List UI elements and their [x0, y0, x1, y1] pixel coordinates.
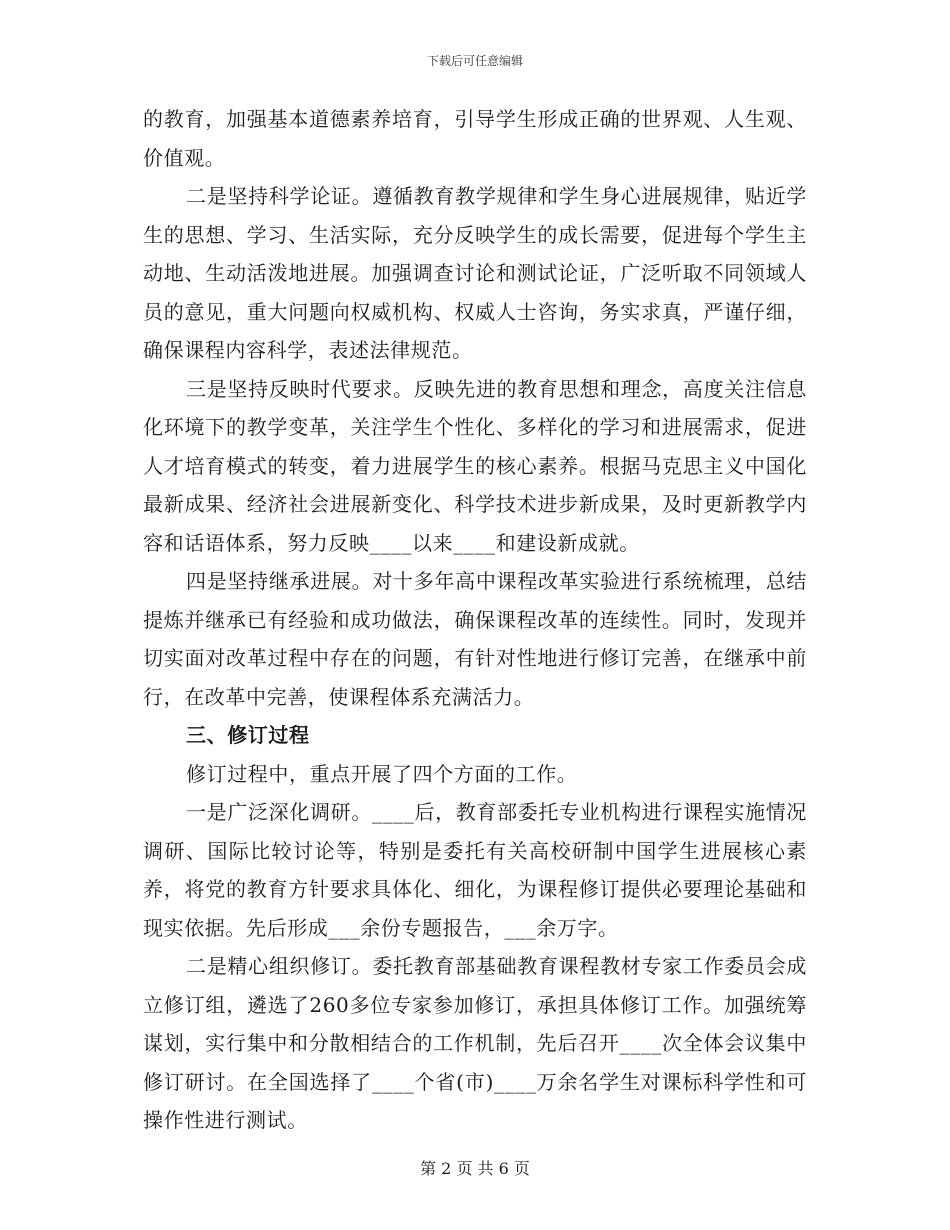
paragraph-4: 四是坚持继承进展。对十多年高中课程改革实验进行系统梳理，总结提炼并继承已有经验和成功做法，确保课程改革的连续性。同时，发现并切实面对改革过程中存在的问题，有针对性地进行修订完善，在继承中前行，在改革中完善，使课程体系充满活力。: [143, 569, 807, 709]
section-heading: 三、修订过程: [186, 723, 310, 747]
paragraph-5: 修订过程中，重点开展了四个方面的工作。: [186, 761, 578, 786]
paragraph-2: 二是坚持科学论证。遵循教育教学规律和学生身心进展规律，贴近学生的思想、学习、生活实际，充分反映学生的成长需要，促进每个学生主动地、生动活泼地进展。加强调查讨论和测试论证，广泛听取不同领域人员的意见，重大问题向权威机构、权威人士咨询，务实求真，严谨仔细，确保课程内容科学，表述法律规范。: [143, 184, 807, 362]
paragraph-7: 二是精心组织修订。委托教育部基础教育课程教材专家工作委员会成立修订组，遴选了260多位专家参加修订，承担具体修订工作。加强统筹谋划，实行集中和分散相结合的工作机制，先后召开____次全体会议集中修订研讨。在全国选择了____个省(市)____万余名学生对课标科学性和可操作性进行测试。: [143, 954, 807, 1132]
paragraph-6: 一是广泛深化调研。____后，教育部委托专业机构进行课程实施情况调研、国际比较讨论等，特别是委托有关高校研制中国学生进展核心素养，将党的教育方针要求具体化、细化，为课程修订提供必要理论基础和现实依据。先后形成___余份专题报告，___余万字。: [143, 800, 807, 940]
paragraph-1: 的教育，加强基本道德素养培育，引导学生形成正确的世界观、人生观、价值观。: [143, 107, 807, 170]
header-note: 下载后可任意编辑: [426, 54, 523, 68]
paragraph-3: 三是坚持反映时代要求。反映先进的教育思想和理念，高度关注信息化环境下的教学变革，关注学生个性化、多样化的学习和进展需求，促进人才培育模式的转变，着力进展学生的核心素养。根据马克思主义中国化最新成果、经济社会进展新变化、科学技术进步新成果，及时更新教学内容和话语体系，努力反映____以来____和建设新成就。: [143, 376, 807, 555]
page-number: 第 2 页 共 6 页: [420, 1159, 530, 1178]
document-body: [143, 100, 807, 1140]
